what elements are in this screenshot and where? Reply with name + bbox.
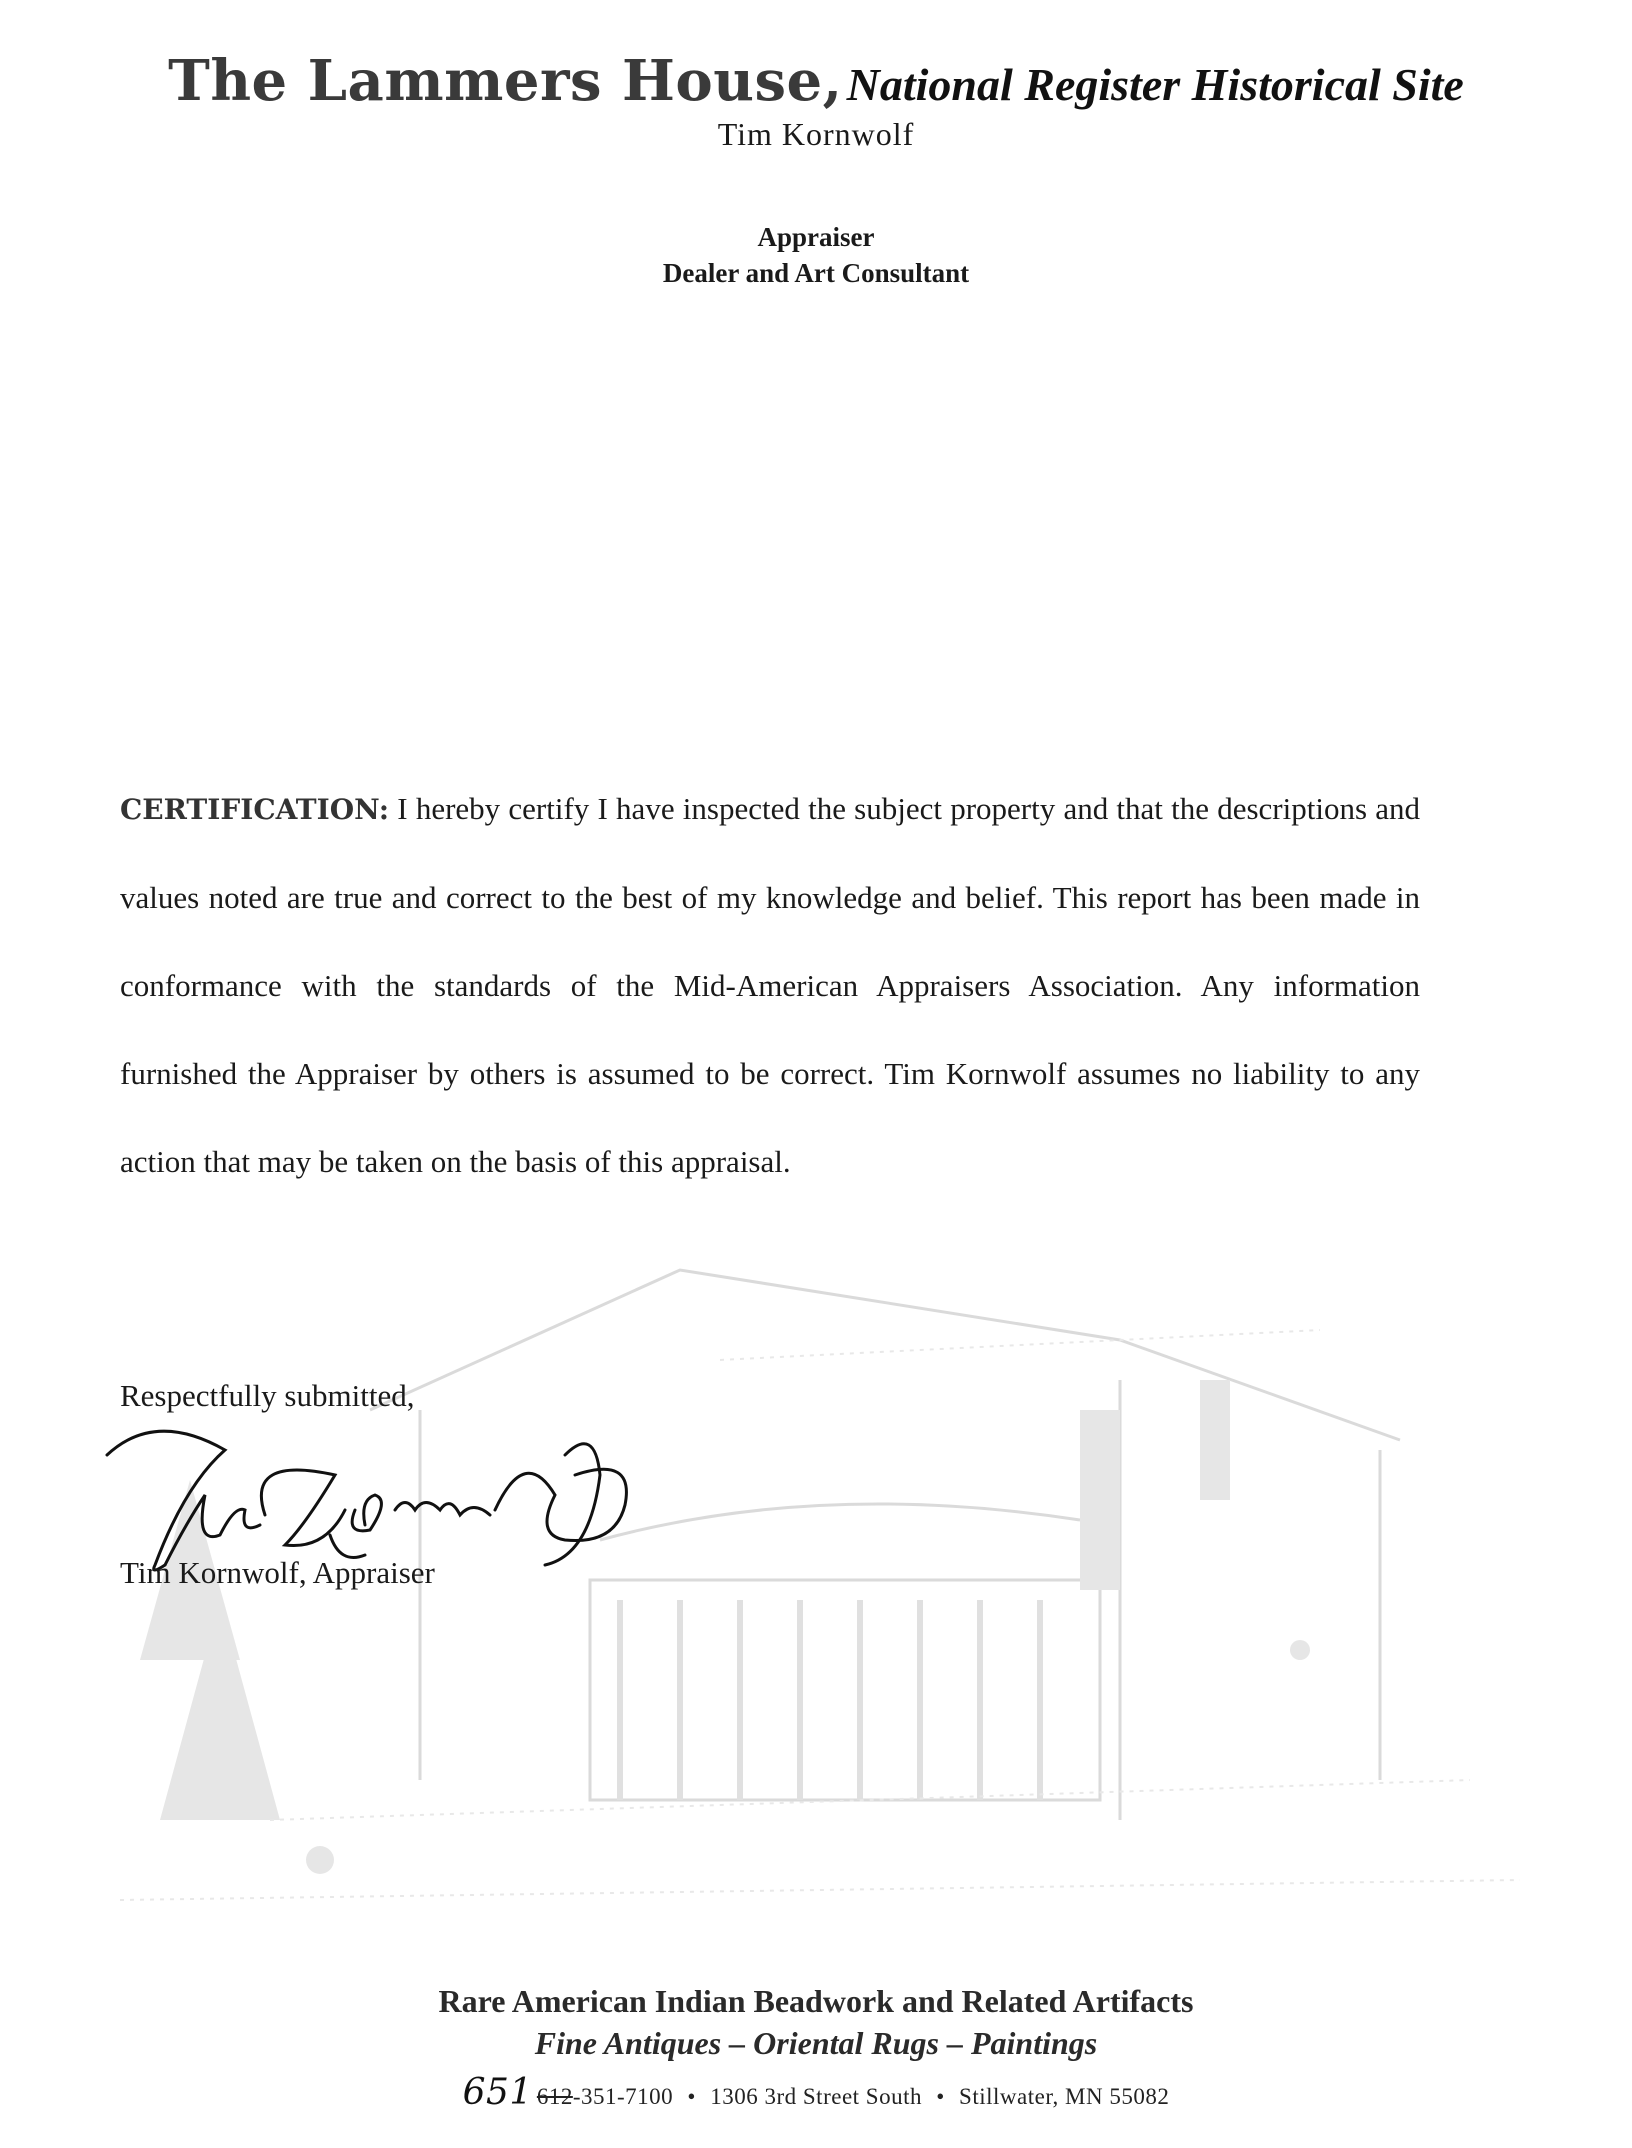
certification-text: I hereby certify I have inspected the subject property and that the descriptions and values noted are true and correct to the best of my knowledge and belief. This report has been made in conformance with the standards of the Mid-American Appraisers Association. Any information furnished the Appraiser by others is assumed to be correct. Tim Kornwolf assumes no liability to any action that may be taken on the basis of this appraisal.: [120, 791, 1421, 1179]
role-dealer: Dealer and Art Consultant: [662, 258, 970, 288]
street-address: 1306 3rd Street South: [710, 2084, 922, 2109]
certification-paragraph: [120, 765, 1420, 1206]
letterhead-brand: The Lammers House,: [168, 48, 843, 114]
closing-line: Respectfully submitted,: [120, 1378, 415, 1413]
letterhead-owner: Tim Kornwolf: [717, 116, 915, 152]
letterhead-title: [0, 48, 1632, 114]
letterhead-subtitle: National Register Historical Site: [846, 59, 1464, 110]
signer-name: Tim Kornwolf, Appraiser: [120, 1555, 435, 1590]
struck-area-code: 612: [536, 2084, 573, 2109]
bullet-separator: •: [687, 2084, 696, 2109]
handwritten-area-code: 651: [462, 2072, 533, 2113]
certification-label: CERTIFICATION:: [120, 793, 390, 826]
city-state-zip: Stillwater, MN 55082: [959, 2084, 1170, 2109]
footer-specialties: Fine Antiques – Oriental Rugs – Paintings: [534, 2025, 1098, 2061]
bullet-separator: •: [936, 2084, 945, 2109]
phone-number: -351-7100: [572, 2084, 674, 2109]
footer-tagline: Rare American Indian Beadwork and Related Artifacts: [438, 1983, 1194, 2019]
footer-contact: [0, 2072, 1632, 2113]
role-appraiser: Appraiser: [757, 222, 875, 252]
